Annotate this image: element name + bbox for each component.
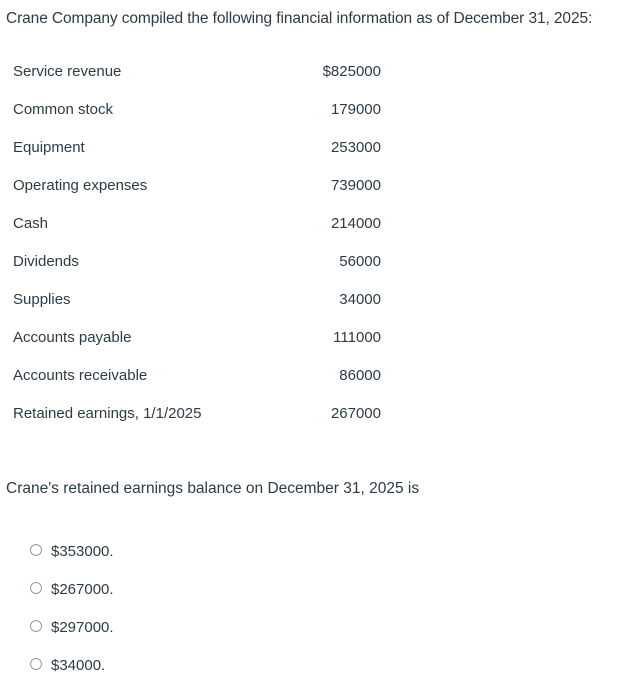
account-amount: 179000: [330, 101, 381, 118]
account-amount: 253000: [330, 139, 381, 156]
account-label: Common stock: [13, 101, 114, 118]
answer-option-label: $297000.: [51, 618, 114, 636]
account-label: Cash: [13, 215, 49, 232]
table-row: [0, 167, 635, 205]
answer-option-label: $267000.: [51, 580, 114, 598]
answer-option-3[interactable]: [30, 607, 114, 645]
radio-button[interactable]: [30, 544, 42, 556]
account-amount: $825000: [322, 63, 381, 80]
question-intro: Crane Company compiled the following financial information as of December 31, 2025:: [6, 10, 593, 27]
table-row: [0, 395, 635, 433]
answer-option-4[interactable]: [30, 645, 114, 683]
account-label: Retained earnings, 1/1/2025: [13, 405, 202, 422]
radio-button[interactable]: [30, 620, 42, 632]
financial-info-table: [0, 53, 635, 433]
answer-option-label: $353000.: [51, 542, 114, 560]
account-amount: 34000: [339, 291, 381, 308]
account-label: Service revenue: [13, 63, 122, 80]
account-amount: 86000: [339, 367, 381, 384]
radio-button[interactable]: [30, 582, 42, 594]
table-row: [0, 319, 635, 357]
question-prompt: Crane's retained earnings balance on December 31, 2025 is: [6, 480, 420, 497]
account-label: Accounts payable: [13, 329, 132, 346]
table-row: [0, 357, 635, 395]
radio-button[interactable]: [30, 658, 42, 670]
answer-options: [30, 531, 114, 683]
account-label: Accounts receivable: [13, 367, 148, 384]
table-row: [0, 91, 635, 129]
answer-option-label: $34000.: [51, 656, 106, 674]
table-row: [0, 205, 635, 243]
table-row: [0, 281, 635, 319]
account-label: Equipment: [13, 139, 85, 156]
account-amount: 739000: [330, 177, 381, 194]
table-row: [0, 129, 635, 167]
table-row: [0, 53, 635, 91]
account-label: Dividends: [13, 253, 79, 270]
account-amount: 56000: [339, 253, 381, 270]
table-row: [0, 243, 635, 281]
answer-option-1[interactable]: [30, 531, 114, 569]
account-amount: 214000: [330, 215, 381, 232]
account-label: Operating expenses: [13, 177, 148, 194]
account-amount: 267000: [330, 405, 381, 422]
answer-option-2[interactable]: [30, 569, 114, 607]
account-label: Supplies: [13, 291, 71, 308]
account-amount: 111000: [333, 329, 381, 346]
